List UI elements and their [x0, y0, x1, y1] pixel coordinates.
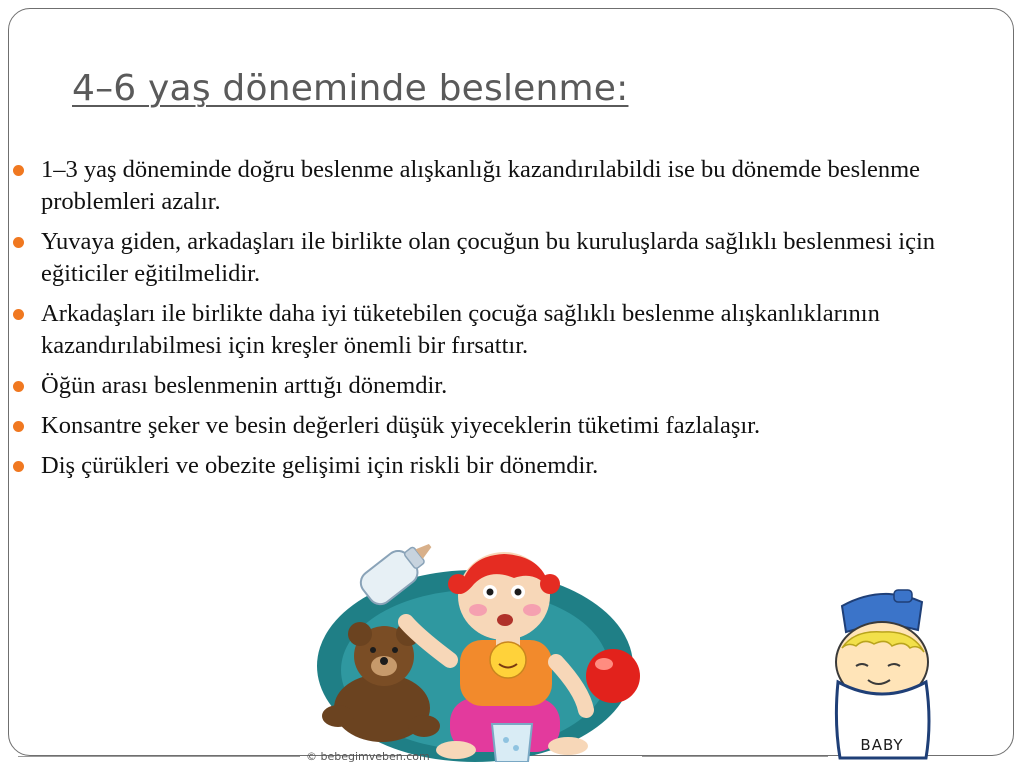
bullet-list [12, 154, 992, 490]
bullet-item [12, 450, 992, 482]
bullet-text: 1–3 yaş döneminde doğru beslenme alışkanlığı kazandırılabildi ise bu dönemde beslenme problemleri azalır. [41, 156, 921, 215]
bullet-item [12, 226, 992, 290]
bullet-text: Arkadaşları ile birlikte daha iyi tüketebilen çocuğa sağlıklı beslenme alışkanlıklarının kazandırılabilmesi için kreşler önemli bir fırsattır. [41, 300, 880, 359]
bullet-dot-icon [13, 381, 24, 392]
slide-title: 4–6 yaş döneminde beslenme: [72, 68, 629, 109]
bullet-text: Konsantre şeker ve besin değerleri düşük yiyeceklerin tüketimi fazlalaşır. [41, 412, 761, 439]
bottom-divider-left [18, 756, 300, 757]
bullet-item [12, 298, 992, 362]
bullet-dot-icon [13, 237, 24, 248]
jar-label: BABY [860, 736, 904, 754]
baby-food-jar-illustration [828, 582, 936, 764]
bullet-text: Öğün arası beslenmenin arttığı dönemdir. [41, 372, 448, 399]
bullet-dot-icon [13, 309, 24, 320]
bullet-item [12, 370, 992, 402]
glass-icon [492, 724, 532, 762]
bullet-text: Yuvaya giden, arkadaşları ile birlikte olan çocuğun bu kuruluşlarda sağlıklı beslenmesi için eğiticiler eğitilmelidir. [41, 228, 935, 287]
bullet-dot-icon [13, 165, 24, 176]
bullet-text: Diş çürükleri ve obezite gelişimi için riskli bir dönemdir. [41, 452, 599, 479]
bullet-dot-icon [13, 421, 24, 432]
bottom-divider-right [642, 756, 828, 757]
ball-icon [586, 649, 640, 703]
child-eating-illustration [300, 540, 645, 762]
watermark: © bebegimveben.com [306, 750, 430, 763]
bullet-dot-icon [13, 461, 24, 472]
bullet-item [12, 410, 992, 442]
bullet-item [12, 154, 992, 218]
